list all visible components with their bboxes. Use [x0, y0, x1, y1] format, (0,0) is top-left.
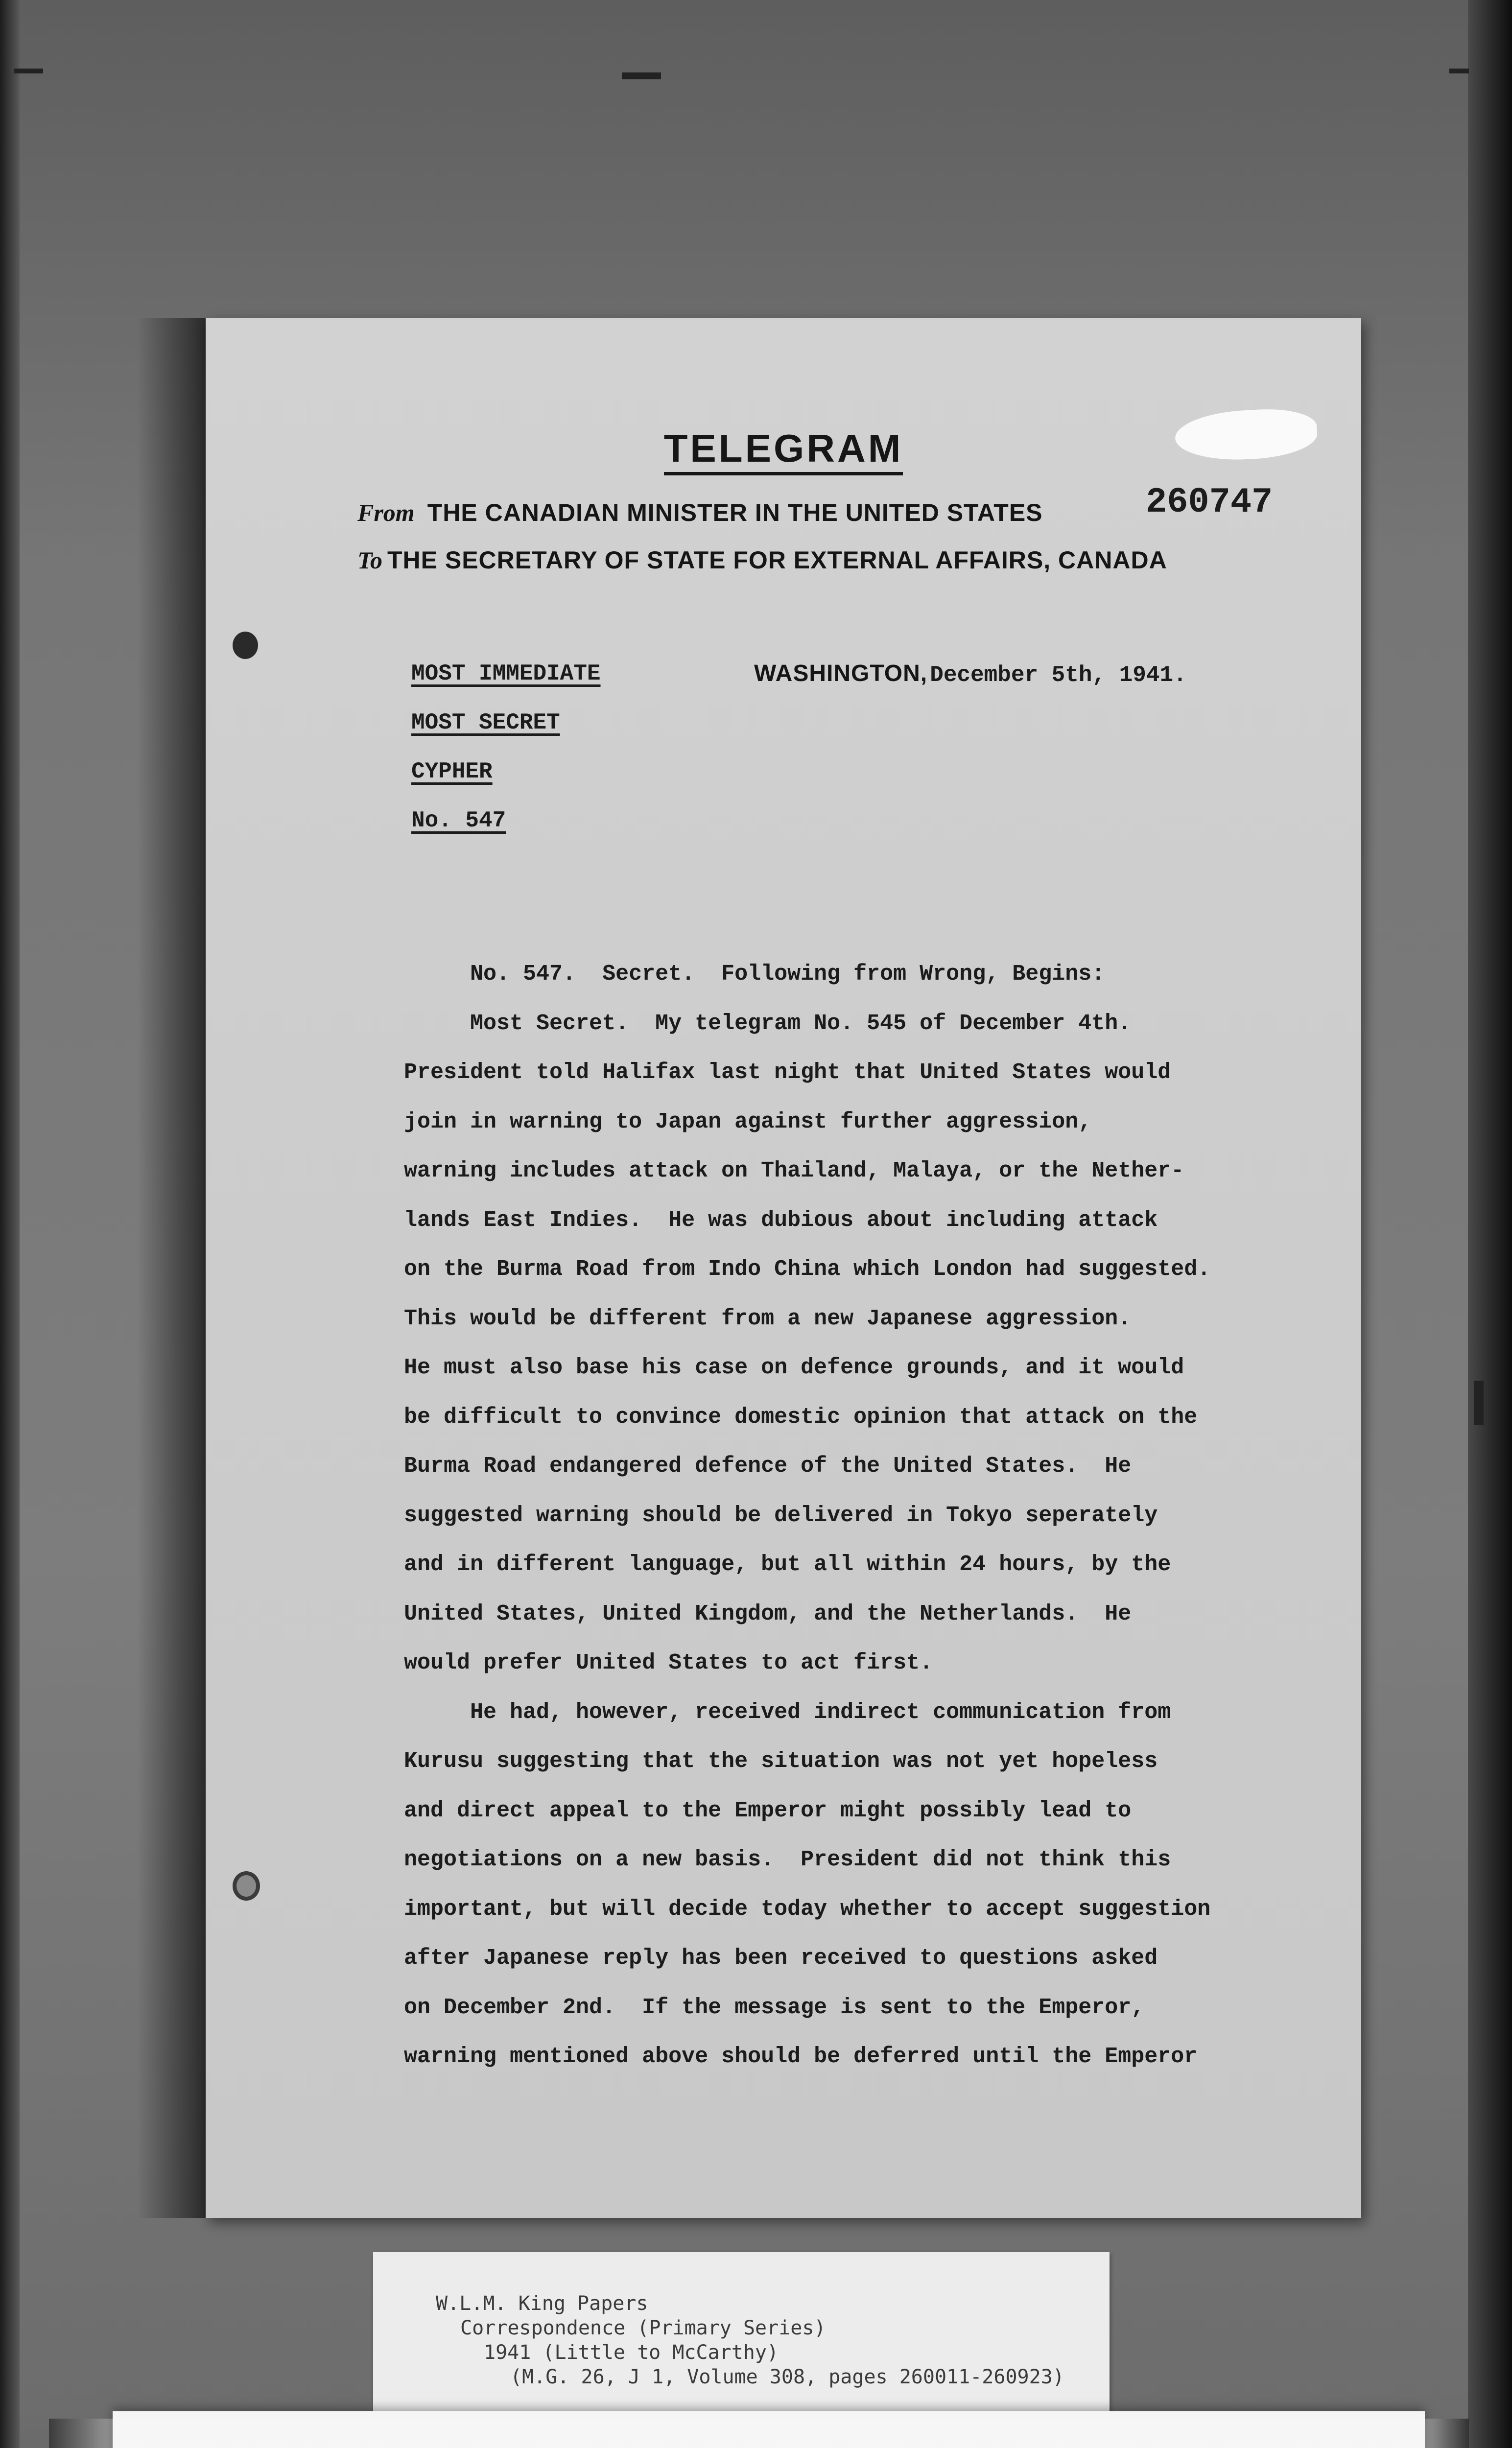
body-line: and in different language, but all within 24 hours, by the: [404, 1552, 1171, 1577]
body-line: Burma Road endangered defence of the United States. He: [404, 1454, 1132, 1479]
body-line: This would be different from a new Japanese aggression.: [404, 1306, 1132, 1331]
label-collection: W.L.M. King Papers: [436, 2292, 648, 2315]
body-line: suggested warning should be delivered in Tokyo seperately: [404, 1503, 1158, 1528]
body-line: warning includes attack on Thailand, Malaya, or the Nether-: [404, 1158, 1184, 1183]
classification-most-immediate: MOST IMMEDIATE: [411, 661, 601, 686]
body-line: No. 547. Secret. Following from Wrong, Begins:: [404, 962, 1105, 987]
body-line: join in warning to Japan against further aggression,: [404, 1109, 1092, 1134]
body-line: warning mentioned above should be deferred until the Emperor: [404, 2044, 1198, 2069]
body-line: United States, United Kingdom, and the Netherlands. He: [404, 1601, 1132, 1626]
document-reference-number: 260747: [1146, 482, 1273, 522]
film-side-mark: [1474, 1381, 1484, 1425]
body-line: be difficult to convince domestic opinion that attack on the: [404, 1404, 1198, 1430]
to-label: To: [357, 546, 382, 574]
film-scratch-mark: [622, 72, 661, 79]
body-line: He had, however, received indirect communication from: [404, 1699, 1171, 1725]
body-line: He must also base his case on defence grounds, and it would: [404, 1355, 1184, 1380]
sheet-shadow: [137, 318, 211, 2218]
classification-most-secret: MOST SECRET: [411, 710, 560, 735]
body-line: after Japanese reply has been received to questions asked: [404, 1946, 1158, 1971]
plaque-right-edge: [1425, 2419, 1469, 2448]
left-film-edge: [0, 0, 20, 2448]
body-line: Most Secret. My telegram No. 545 of December 4th.: [404, 1011, 1132, 1036]
telegram-title-text: TELEGRAM: [664, 426, 903, 475]
body-line: and direct appeal to the Emperor might possibly lead to: [404, 1798, 1132, 1823]
dateline: [754, 660, 1187, 688]
label-range: 1941 (Little to McCarthy): [484, 2341, 779, 2364]
punch-hole-icon: [233, 632, 258, 659]
classification-cypher: CYPHER: [411, 759, 493, 784]
body-line: President told Halifax last night that United States would: [404, 1060, 1171, 1085]
body-line: Kurusu suggesting that the situation was not yet hopeless: [404, 1749, 1158, 1774]
film-corner-mark: [14, 69, 43, 73]
label-series: Correspondence (Primary Series): [460, 2317, 826, 2339]
body-line: on December 2nd. If the message is sent to the Emperor,: [404, 1995, 1145, 2020]
film-corner-mark: [1449, 69, 1469, 73]
dateline-place: WASHINGTON,: [754, 660, 928, 686]
from-text: THE CANADIAN MINISTER IN THE UNITED STATES: [427, 499, 1043, 526]
telegram-title: [206, 426, 1361, 471]
to-text: THE SECRETARY OF STATE FOR EXTERNAL AFFAIRS, CANADA: [387, 546, 1167, 574]
right-film-edge: [1468, 0, 1512, 2448]
label-volume: (M.G. 26, J 1, Volume 308, pages 260011-260923): [510, 2366, 1064, 2388]
archive-citation-label: [373, 2252, 1110, 2414]
telegram-sheet: [206, 318, 1361, 2218]
archive-plaque: [113, 2411, 1425, 2448]
to-line: [357, 546, 1167, 574]
body-line: would prefer United States to act first.: [404, 1650, 933, 1675]
body-line: on the Burma Road from Indo China which London had suggested.: [404, 1257, 1211, 1282]
body-line: lands East Indies. He was dubious about including attack: [404, 1207, 1158, 1233]
body-line: negotiations on a new basis. President did not think this: [404, 1847, 1171, 1872]
telegram-body: [404, 950, 1324, 2082]
body-line: important, but will decide today whether to accept suggestion: [404, 1896, 1211, 1922]
plaque-left-edge: [49, 2419, 113, 2448]
dateline-date: December 5th, 1941.: [930, 662, 1187, 688]
from-label: From: [357, 499, 415, 526]
classification-number: No. 547: [411, 808, 506, 833]
punch-hole-icon: [233, 1871, 260, 1901]
from-line: [357, 498, 1043, 527]
